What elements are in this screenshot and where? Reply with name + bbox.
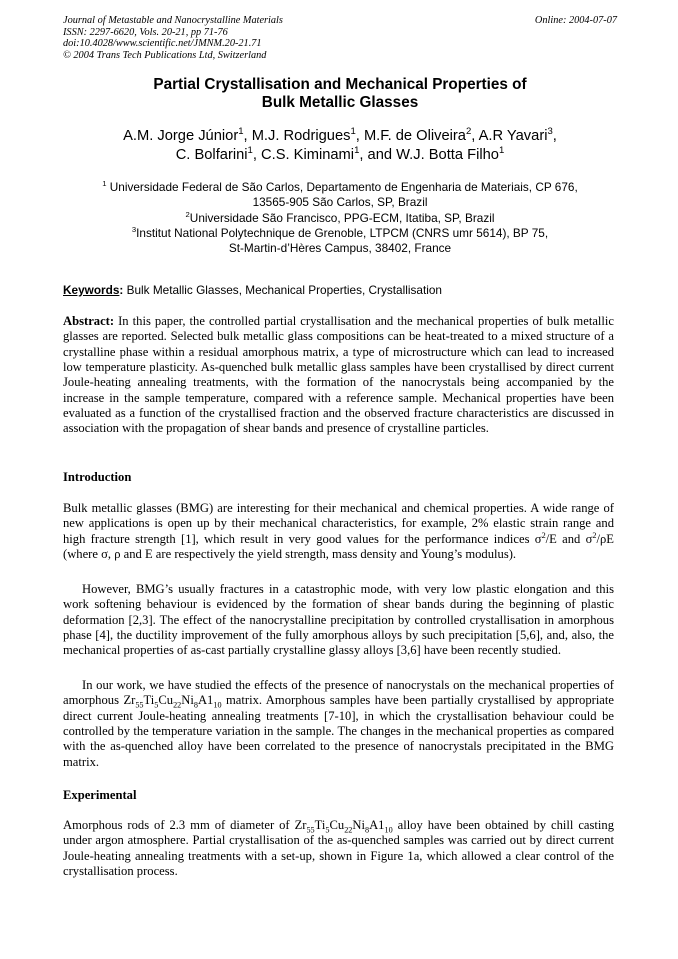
- affiliation-mark: 2: [185, 209, 190, 219]
- paragraph-text: In our work, we have studied the effects of the presence of nanocrystals on the mechanical properties of amorphous Zr: [63, 678, 614, 708]
- experimental-heading: Experimental: [63, 788, 137, 802]
- author-name: , and W.J. Botta Filho: [359, 147, 499, 163]
- keywords-label: Keywords: [63, 283, 120, 297]
- introduction-paragraph-1: [63, 501, 614, 562]
- subscript: 22: [173, 700, 182, 710]
- element-symbol: Cu: [158, 693, 174, 708]
- author-name: , C.S. Kiminami: [252, 147, 355, 163]
- author-affil-mark: 1: [238, 126, 244, 138]
- author-list: [63, 127, 617, 165]
- journal-issn: ISSN: 2297-6620, Vols. 20-21, pp 71-76: [63, 26, 228, 38]
- introduction-heading: Introduction: [63, 470, 132, 484]
- superscript: 2: [541, 530, 546, 540]
- subscript: 5: [325, 825, 330, 835]
- author-name: , M.F. de Oliveira: [355, 128, 466, 144]
- journal-name: Journal of Metastable and Nanocrystalline Materials: [63, 15, 283, 26]
- subscript: 5: [154, 700, 159, 710]
- author-affil-mark: 1: [498, 145, 505, 157]
- subscript: 22: [344, 825, 353, 835]
- paragraph-text: alloy have been obtained by chill casting under argon atmosphere. Partial crystallisation of the as-quenched samples was carried out by direct current Joule-heating annealing treatments with a set-up, shown in Figure 1a, which allowed a clear control of the crystallisation process.: [63, 818, 615, 879]
- introduction-paragraph-3: [63, 678, 614, 770]
- affiliation-1-cont: 13565-905 São Carlos, SP, Brazil: [252, 195, 428, 210]
- keywords: [63, 283, 617, 298]
- author-name: , M.J. Rodrigues: [243, 128, 351, 144]
- author-affil-mark: 1: [354, 145, 360, 157]
- title-line-1: Partial Crystallisation and Mechanical Properties of: [153, 76, 527, 93]
- journal-doi: doi:10.4028/www.scientific.net/JMNM.20-21.71: [63, 38, 262, 49]
- author-affil-mark: 2: [465, 126, 472, 138]
- affiliation-mark: 3: [131, 224, 137, 234]
- online-date: Online: 2004-07-07: [534, 15, 617, 26]
- affiliation-1: [63, 180, 617, 195]
- introduction-paragraph-2: However, BMG’s usually fractures in a catastrophic mode, with very low plastic elongation and this work softening behaviour is evidenced by the formation of shear bands during the beginning of plastic deformation [2,3]. The effect of the nanocrystalline precipitation by controlled crystallisation in amorphous phase [4], the ductility improvement of the fully amorphous alloys by such precipitation [5,6], and, also, the mechanical properties of as-cast partially crystalline glassy alloys [3,6] have been recently studied.: [63, 582, 614, 658]
- abstract: [63, 314, 614, 437]
- element-symbol: Ni: [352, 818, 365, 832]
- paragraph-text: /E and σ: [545, 531, 593, 546]
- subscript: 8: [193, 700, 198, 710]
- paragraph-text: matrix. Amorphous samples have been partially crystallised by appropriate direct current Joule-heating annealing treatments [7-10], in which the crystallisation behaviour could be controlled by the temperature variation in the sample. The changes in the mechanical properties as compared with the as-quenched alloy have been correlated to the presence of nanocrystals precipitated in the BMG matrix.: [63, 693, 614, 769]
- element-symbol: A1: [369, 818, 385, 832]
- journal-copyright: © 2004 Trans Tech Publications Ltd, Switzerland: [63, 49, 267, 61]
- affiliation-2: [63, 211, 617, 226]
- journal-header: [63, 15, 617, 61]
- paragraph-text: Amorphous rods of 2.3 mm of diameter of Zr: [63, 818, 307, 832]
- author-name: A.M. Jorge Júnior: [123, 128, 239, 144]
- affiliation-3-cont: St-Martin-d’Hères Campus, 38402, France: [228, 241, 452, 256]
- subscript: 10: [384, 825, 393, 835]
- subscript: 55: [135, 700, 144, 710]
- paper-title: [63, 76, 617, 112]
- title-line-2: Bulk Metallic Glasses: [261, 94, 419, 111]
- subscript: 8: [364, 825, 370, 835]
- author-affil-mark: 3: [547, 126, 553, 138]
- author-line-1: [63, 127, 617, 146]
- affiliation-text: Institut National Polytechnique de Grenoble, LTPCM (CNRS umr 5614), BP 75,: [136, 225, 549, 240]
- keywords-text: Bulk Metallic Glasses, Mechanical Properties, Crystallisation: [123, 283, 442, 297]
- subscript: 10: [213, 700, 222, 710]
- paragraph-text: /ρE (where σ, ρ and E are respectively the yield strength, mass density and Young’s modulus).: [63, 531, 614, 562]
- element-symbol: Cu: [329, 818, 345, 832]
- subscript: 55: [306, 825, 315, 835]
- affiliation-mark: 1: [102, 179, 107, 189]
- author-separator: ,: [552, 128, 557, 144]
- affiliation-text: Universidade Federal de São Carlos, Departamento de Engenharia de Materiais, CP 676,: [106, 180, 578, 194]
- superscript: 2: [592, 530, 597, 540]
- element-symbol: Ni: [181, 693, 194, 708]
- author-affil-mark: 1: [247, 145, 253, 157]
- author-line-2: [63, 146, 617, 165]
- abstract-label: Abstract:: [63, 314, 115, 328]
- author-name: , A.R Yavari: [471, 128, 548, 144]
- author-name: C. Bolfarini: [175, 147, 248, 163]
- paragraph-text: Bulk metallic glasses (BMG) are interesting for their mechanical and chemical properties. A wide range of new applications is open up by their mechanical characteristics, for example, 2% elastic strain range and high fracture strength [1], which result in very good values for the performance indices σ: [63, 501, 614, 546]
- experimental-paragraph-1: [63, 818, 614, 879]
- author-affil-mark: 1: [350, 126, 356, 138]
- affiliation-text: Universidade São Francisco, PPG-ECM, Itatiba, SP, Brazil: [189, 210, 495, 225]
- element-symbol: Ti: [314, 818, 326, 832]
- element-symbol: Ti: [143, 693, 155, 708]
- element-symbol: A1: [197, 693, 214, 708]
- abstract-text: In this paper, the controlled partial crystallisation and the mechanical properties of bulk metallic glasses are reported. Selected bulk metallic glass compositions can be heat-treated to a mixed structure of a crystalline phase within a residual amorphous matrix, a type of microstructure which can lead to increased low temperature plasticity. As-quenched bulk metallic glass samples have been crystallised by direct current Joule-heating annealing treatments, with the formation of the nanocrystals being accompanied by the increase in the sample temperature, compared with a reference sample. Mechanical properties have been evaluated as a function of the crystallised fraction and the observed fracture characteristics are discussed in association with the propagation of shear bands and presence of crystalline particles.: [63, 314, 614, 436]
- affiliation-3: [63, 226, 617, 241]
- affiliations: [63, 180, 617, 256]
- keywords-colon: :: [119, 283, 124, 297]
